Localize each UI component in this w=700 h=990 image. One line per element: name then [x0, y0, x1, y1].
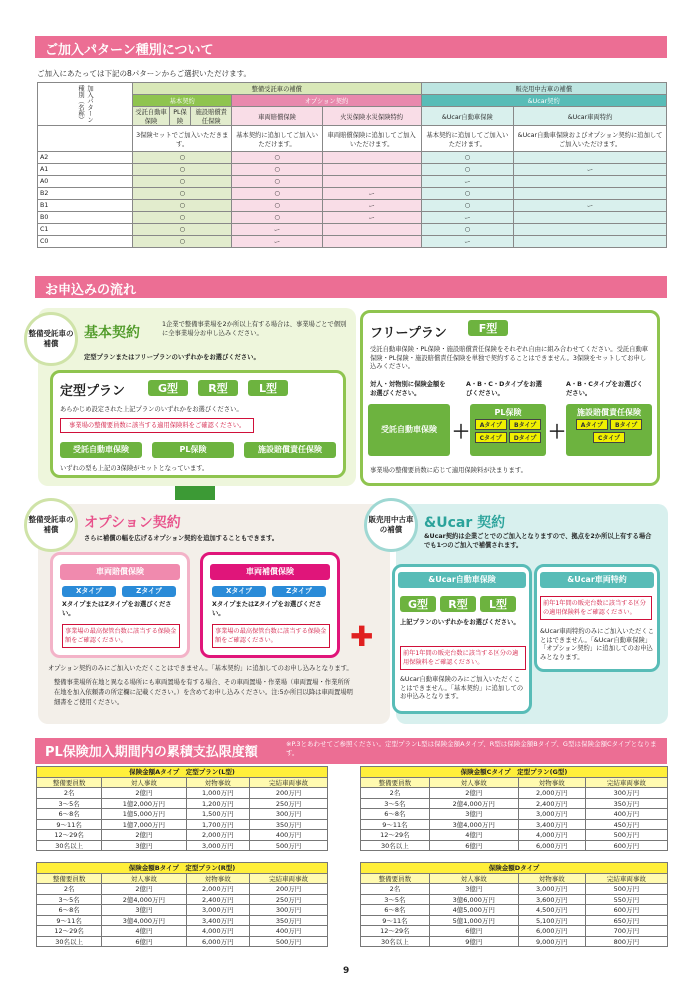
ucar-g: G型: [400, 596, 436, 612]
cell: 350万円: [250, 915, 328, 926]
cell: 4,000万円: [186, 926, 250, 937]
cell: 30名以上: [37, 840, 102, 851]
free-ins1: 受託自動車保険: [368, 404, 450, 456]
table-row: [361, 819, 668, 830]
ucar-veh: &Ucar車両特約: [540, 572, 654, 588]
cell: ○: [421, 152, 514, 164]
ucar-auto: &Ucar自動車保険: [398, 572, 526, 588]
cell: 500万円: [585, 884, 667, 895]
cell: A2: [38, 152, 133, 164]
cell: 1,700万円: [186, 819, 250, 830]
cell: ○: [133, 224, 232, 236]
cell: ー: [514, 200, 667, 212]
cell: [322, 224, 421, 236]
ins2: PL保険: [152, 442, 234, 458]
table-row: [361, 809, 668, 820]
cell: 2名: [361, 788, 430, 799]
pl-col-header: 対物事故: [186, 873, 250, 884]
pl-col-header: 完結車両事故: [585, 777, 667, 788]
table-row: [361, 884, 668, 895]
cell: 12～29名: [37, 830, 102, 841]
pattern-row: [38, 176, 667, 188]
cell: 2名: [37, 884, 102, 895]
cell: 300万円: [250, 809, 328, 820]
pl-col-header: 整備要員数: [37, 777, 102, 788]
x-type: Xタイプ: [62, 586, 116, 597]
cell: 3～5名: [37, 798, 102, 809]
pattern-row: [38, 200, 667, 212]
table-row: [37, 840, 328, 851]
cell: 1,500万円: [186, 809, 250, 820]
badge-maintenance2: 整備受託車の補償: [24, 498, 78, 552]
cell: 9～11名: [361, 819, 430, 830]
cell: 2,000万円: [518, 788, 585, 799]
x-type2: Xタイプ: [212, 586, 266, 597]
cell: ○: [421, 200, 514, 212]
cell: 9～11名: [37, 915, 102, 926]
veh2-title: 車両補償保険: [210, 564, 330, 580]
cell: 6億円: [102, 936, 186, 947]
cell: ○: [133, 164, 232, 176]
cell: 9億円: [429, 936, 518, 947]
cell: [514, 236, 667, 248]
cell: [322, 236, 421, 248]
cell: 3,000万円: [186, 905, 250, 916]
table-row: [361, 788, 668, 799]
lead-text: ご加入にあたっては下記の8パターンからご選択いただけます。: [37, 69, 252, 78]
note: 基本契約に追加してご加入いただけます。: [421, 126, 514, 152]
pattern-row: [38, 212, 667, 224]
plus-icon: ＋: [548, 422, 566, 443]
cell: 6～8名: [37, 809, 102, 820]
free-a: 対人・対物別に保険金額をお選びください。: [370, 381, 446, 397]
cell: 3,000万円: [518, 884, 585, 895]
cell: ー: [322, 188, 421, 200]
l-type: L型: [248, 380, 288, 396]
cell: ○: [133, 236, 232, 248]
cell: 4億円: [102, 926, 186, 937]
fixed-warn: 事業場の整備要員数に該当する適用保険料をご確認ください。: [60, 418, 254, 433]
table-row: [37, 915, 328, 926]
cell: 5,100万円: [518, 915, 585, 926]
cell: 3億4,000万円: [429, 819, 518, 830]
r-type: R型: [198, 380, 238, 396]
ucar-warn: 前年1年間の販売台数に該当する区分の適用保険料をご確認ください。: [400, 646, 526, 670]
cell: ○: [421, 164, 514, 176]
xz2: XタイプまたはZタイプをお選びください。: [212, 601, 322, 617]
cell: 500万円: [250, 840, 328, 851]
cell: 6,000万円: [518, 926, 585, 937]
cell: 3～5名: [37, 894, 102, 905]
cell: ー: [421, 236, 514, 248]
opt-note1: オプション契約のみにご加入いただくことはできません。「基本契約」に追加してのお申し込みとなります。: [48, 665, 353, 672]
z-type: Zタイプ: [122, 586, 176, 597]
free-b: A・B・C・Dタイプをお選びください。: [466, 381, 542, 397]
col: &Ucar自動車保険: [421, 107, 514, 126]
cell: 1,200万円: [186, 798, 250, 809]
cell: 650万円: [585, 915, 667, 926]
cell: 6,000万円: [518, 840, 585, 851]
cell: 9～11名: [361, 915, 430, 926]
pl-table-b: [36, 862, 328, 947]
pl-col-header: 整備要員数: [361, 777, 430, 788]
cell: 2億円: [102, 884, 186, 895]
cell: 400万円: [585, 809, 667, 820]
cell: 550万円: [585, 894, 667, 905]
pl-col-header: 完結車両事故: [585, 873, 667, 884]
table-row: [361, 840, 668, 851]
table-row: [37, 809, 328, 820]
cell: 500万円: [585, 830, 667, 841]
free-pl: PL保険 Aタイプ BタイプCタイプ Dタイプ: [470, 404, 546, 456]
cell: 1億2,000万円: [102, 798, 186, 809]
cell: ○: [232, 200, 322, 212]
basic-header: 基本契約: [133, 95, 232, 107]
ucar-choose: 上記プランのいずれかをお選びください。: [400, 619, 520, 626]
ucar-title: &Ucar 契約: [424, 515, 506, 531]
cell: 450万円: [585, 819, 667, 830]
cell: B2: [38, 188, 133, 200]
cell: ○: [232, 212, 322, 224]
cell: 600万円: [585, 905, 667, 916]
cell: ー: [322, 200, 421, 212]
cell: 4,500万円: [518, 905, 585, 916]
cell: 3億円: [429, 884, 518, 895]
cell: 1億5,000万円: [102, 809, 186, 820]
cell: 2名: [37, 788, 102, 799]
ins1: 受託自動車保険: [60, 442, 142, 458]
option-title: オプション契約: [84, 515, 181, 531]
cell: 4億円: [429, 830, 518, 841]
pl-col-header: 完結車両事故: [250, 873, 328, 884]
pattern-table: [37, 82, 667, 248]
cell: 400万円: [250, 926, 328, 937]
cell: 9～11名: [37, 819, 102, 830]
free-title: フリープラン: [370, 326, 447, 341]
basic-desc: 1企業で整備事業場を2か所以上有する場合は、事業場ごとで個別に全事業場分お申し込みください。: [162, 321, 347, 337]
pl-table-title: 保険金額Dタイプ: [361, 863, 668, 874]
option-desc: さらに補償の幅を広げるオプション契約を追加することもできます。: [84, 535, 279, 542]
cell: 500万円: [250, 936, 328, 947]
cell: 4億5,000万円: [429, 905, 518, 916]
cell: B1: [38, 200, 133, 212]
free-desc: 受託自動車保険・PL保険・施設賠償責任保険をそれぞれ自由に組み合わせてください。受託自動車保険・PL保険・施設賠償責任保険を単独で契約することはできません。3保険をセットしてお申し込みください。: [370, 346, 649, 370]
page-number: 9: [343, 966, 350, 976]
ucar-warn2: 前年1年間の販売台数に該当する区分の適用保険料をご確認ください。: [540, 596, 652, 620]
cell: 200万円: [250, 788, 328, 799]
cell: 3億円: [102, 840, 186, 851]
table-row: [361, 894, 668, 905]
section-title-flow: お申込みの流れ: [35, 276, 667, 298]
cell: 3,000万円: [518, 809, 585, 820]
opt-warn: 事業場の最高保管台数に該当する保険金額をご確認ください。: [62, 624, 180, 648]
ucar-note: &Ucar自動車保険のみにご加入いただくことはできません。「基本契約」に追加してのお申込みとなります。: [400, 676, 524, 700]
plus-icon: ＋: [452, 422, 470, 443]
cell: ○: [133, 200, 232, 212]
xz: XタイプまたはZタイプをお選びください。: [62, 601, 172, 617]
cell: 600万円: [585, 840, 667, 851]
ucar-r: R型: [440, 596, 476, 612]
cell: ー: [421, 176, 514, 188]
ucar-header: &Ucar契約: [421, 95, 666, 107]
cell: 6～8名: [361, 809, 430, 820]
col: 火災保険水災保険特約: [322, 107, 421, 126]
table-row: [37, 884, 328, 895]
col: PL保険: [170, 107, 191, 126]
pattern-row: [38, 236, 667, 248]
section-title-patterns: ご加入パターン種別について: [35, 36, 667, 58]
cell: 6～8名: [361, 905, 430, 916]
table-row: [37, 905, 328, 916]
badge-sales: 販売用中古車の補償: [364, 498, 418, 552]
cell: 3億円: [102, 905, 186, 916]
cell: ー: [322, 212, 421, 224]
col: 施設賠償責任保険: [191, 107, 232, 126]
fixed-note: いずれの型も上記の3保険がセットとなっています。: [60, 465, 209, 472]
down-arrow-icon: [175, 486, 215, 500]
col: 受託自動車保険: [133, 107, 170, 126]
cell: ○: [133, 212, 232, 224]
cell: ○: [232, 152, 322, 164]
row-header: 加入パターン種別（名称）: [38, 83, 133, 126]
cell: 300万円: [585, 788, 667, 799]
table-row: [361, 905, 668, 916]
cell: 300万円: [250, 905, 328, 916]
pattern-row: [38, 224, 667, 236]
cell: 12～29名: [361, 830, 430, 841]
cell: ○: [421, 224, 514, 236]
cell: ○: [133, 176, 232, 188]
pl-table-title: 保険金額Bタイプ 定型プラン(R型): [37, 863, 328, 874]
badge-maintenance: 整備受託車の補償: [24, 312, 78, 366]
cell: B0: [38, 212, 133, 224]
option-header: オプション契約: [232, 95, 421, 107]
cell: 3,400万円: [186, 915, 250, 926]
table-row: [37, 936, 328, 947]
cell: 2,000万円: [186, 830, 250, 841]
cell: ○: [232, 164, 322, 176]
cell: 2,400万円: [518, 798, 585, 809]
pattern-row: [38, 164, 667, 176]
col: 車両賠償保険: [232, 107, 322, 126]
cell: 12～29名: [361, 926, 430, 937]
pl-col-header: 整備要員数: [361, 873, 430, 884]
cell: ○: [232, 188, 322, 200]
ins3: 施設賠償責任保険: [244, 442, 336, 458]
free-c: A・B・Cタイプをお選びください。: [566, 381, 643, 397]
cell: ○: [133, 152, 232, 164]
table-row: [361, 830, 668, 841]
cell: 800万円: [585, 936, 667, 947]
cell: 3,000万円: [186, 840, 250, 851]
cell: 30名以上: [37, 936, 102, 947]
pattern-row: [38, 188, 667, 200]
pl-col-header: 対人事故: [429, 777, 518, 788]
cell: 3,400万円: [518, 819, 585, 830]
maintenance-header: 整備受託車の補償: [133, 83, 422, 95]
choose-text: 定型プランまたはフリープランのいずれかをお選びください。: [84, 354, 260, 361]
cell: C0: [38, 236, 133, 248]
col: &Ucar車両特約: [514, 107, 667, 126]
cell: 6,000万円: [186, 936, 250, 947]
plus-red-icon: ✚: [350, 620, 374, 653]
note: 基本契約に追加してご加入いただけます。: [232, 126, 322, 152]
pl-col-header: 完結車両事故: [250, 777, 328, 788]
pattern-row: [38, 152, 667, 164]
fixed-desc: あらかじめ設定された上記プランのいずれかをお選びください。: [60, 406, 243, 413]
cell: 1億7,000万円: [102, 819, 186, 830]
opt-warn2: 事業場の最高保管台数に該当する保険金額をご確認ください。: [212, 624, 330, 648]
cell: 2億4,000万円: [429, 798, 518, 809]
table-row: [37, 830, 328, 841]
note: 3保険セットでご加入いただきます。: [133, 126, 232, 152]
cell: 30名以上: [361, 936, 430, 947]
cell: ○: [133, 188, 232, 200]
note: 車両賠償保険に追加してご加入いただけます。: [322, 126, 421, 152]
cell: 1,000万円: [186, 788, 250, 799]
pl-col-header: 対物事故: [186, 777, 250, 788]
cell: 4,000万円: [518, 830, 585, 841]
cell: 2名: [361, 884, 430, 895]
table-row: [361, 798, 668, 809]
sales-header: 販売用中古車の補償: [421, 83, 666, 95]
cell: A1: [38, 164, 133, 176]
cell: C1: [38, 224, 133, 236]
cell: 2億円: [429, 788, 518, 799]
pl-col-header: 対人事故: [429, 873, 518, 884]
cell: ー: [514, 164, 667, 176]
cell: 700万円: [585, 926, 667, 937]
table-row: [361, 915, 668, 926]
cell: 350万円: [250, 819, 328, 830]
cell: 6億円: [429, 926, 518, 937]
cell: 350万円: [585, 798, 667, 809]
cell: 3億円: [429, 809, 518, 820]
cell: ○: [421, 188, 514, 200]
pl-col-header: 対物事故: [518, 873, 585, 884]
cell: 9,000万円: [518, 936, 585, 947]
cell: 12～29名: [37, 926, 102, 937]
pl-table-a: [36, 766, 328, 851]
note: &Ucar自動車保険およびオプション契約に追加してご加入いただけます。: [514, 126, 667, 152]
cell: 2,000万円: [186, 884, 250, 895]
table-row: [37, 819, 328, 830]
cell: 3～5名: [361, 894, 430, 905]
table-row: [361, 936, 668, 947]
cell: 400万円: [250, 830, 328, 841]
free-fac: 施設賠償責任保険 Aタイプ BタイプCタイプ: [566, 404, 652, 456]
basic-title: 基本契約: [84, 325, 140, 341]
cell: ー: [232, 236, 322, 248]
cell: 200万円: [250, 884, 328, 895]
cell: [514, 152, 667, 164]
cell: [514, 224, 667, 236]
cell: 2億円: [102, 830, 186, 841]
table-row: [361, 926, 668, 937]
pl-col-header: 整備要員数: [37, 873, 102, 884]
fixed-title: 定型プラン: [60, 384, 126, 399]
pl-table-title: 保険金額Cタイプ 定型プラン(G型): [361, 767, 668, 778]
free-note: 事業場の整備要員数に応じて適用保険料が決まります。: [370, 467, 527, 474]
cell: 2億4,000万円: [102, 894, 186, 905]
pl-col-header: 対物事故: [518, 777, 585, 788]
ucar-l: L型: [480, 596, 516, 612]
cell: ○: [232, 176, 322, 188]
veh-title: 車両賠償保険: [60, 564, 180, 580]
cell: 6億円: [429, 840, 518, 851]
cell: A0: [38, 176, 133, 188]
cell: [322, 176, 421, 188]
pl-table-d: [360, 862, 668, 947]
ucar-desc: &Ucar契約は企業ごとでのご加入となりますので、拠点を2か所以上有する場合でも1つのご加入で補償されます。: [424, 533, 652, 549]
pl-note: ※P.3とあわせてご参照ください。定型プランL型は保険金額Aタイプ、R型は保険金額Bタイプ、G型は保険金額Cタイプとなります。: [286, 740, 657, 757]
pl-title: PL保険加入期間内の累積支払限度額: [45, 745, 258, 760]
cell: 3億4,000万円: [102, 915, 186, 926]
cell: [514, 212, 667, 224]
cell: 3,600万円: [518, 894, 585, 905]
cell: ー: [232, 224, 322, 236]
table-row: [37, 788, 328, 799]
pl-col-header: 対人事故: [102, 873, 186, 884]
cell: [514, 176, 667, 188]
table-row: [37, 798, 328, 809]
cell: 5億1,000万円: [429, 915, 518, 926]
cell: [322, 152, 421, 164]
g-type: G型: [148, 380, 188, 396]
cell: [514, 188, 667, 200]
cell: 2億円: [102, 788, 186, 799]
table-row: [37, 894, 328, 905]
cell: ー: [421, 212, 514, 224]
cell: 3億6,000万円: [429, 894, 518, 905]
cell: 30名以上: [361, 840, 430, 851]
cell: [322, 164, 421, 176]
cell: 3～5名: [361, 798, 430, 809]
pl-table-c: [360, 766, 668, 851]
pl-col-header: 対人事故: [102, 777, 186, 788]
cell: 250万円: [250, 894, 328, 905]
cell: 6～8名: [37, 905, 102, 916]
f-type: F型: [468, 320, 508, 336]
opt-note2: 整備事業場所在地と異なる場所にも車両置場を有する場合、その車両置場・作業場（車両置場・作業所所在地を加入依頼書の所定欄に記載ください。）を含めてお申し込みください。注:5か所目以降は車両置場明細書をご使用ください。: [54, 679, 353, 706]
cell: 250万円: [250, 798, 328, 809]
cell: 2,400万円: [186, 894, 250, 905]
ucar-note2: &Ucar車両特約のみにご加入いただくことはできません。「&Ucar自動車保険」「オプション契約」に追加してのお申込みとなります。: [540, 628, 654, 661]
z-type2: Zタイプ: [272, 586, 326, 597]
table-row: [37, 926, 328, 937]
pl-table-title: 保険金額Aタイプ 定型プラン(L型): [37, 767, 328, 778]
